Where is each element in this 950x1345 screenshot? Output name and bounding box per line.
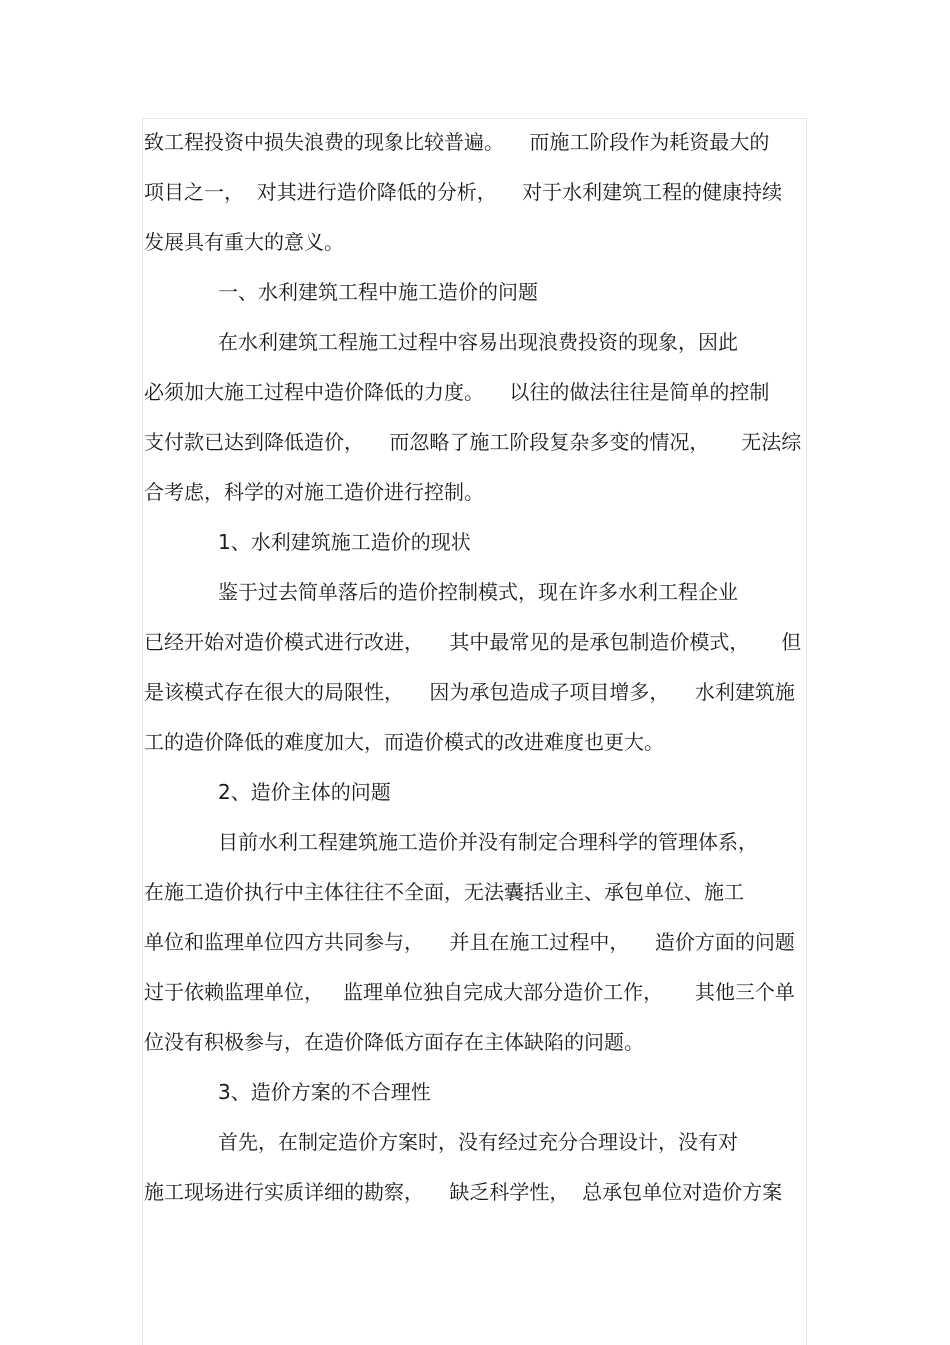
body-text-line: 工的造价降低的难度加大，而造价模式的改进难度也更大。 [144, 730, 664, 754]
subsection-heading: 3、造价方案的不合理性 [218, 1080, 431, 1104]
body-text-line: 发展具有重大的意义。 [144, 230, 344, 254]
body-text-line: 致工程投资中损失浪费的现象比较普遍。 而施工阶段作为耗资最大的 [144, 130, 770, 154]
body-text-line: 合考虑，科学的对施工造价进行控制。 [144, 480, 484, 504]
body-text-line: 项目之一， 对其进行造价降低的分析， 对于水利建筑工程的健康持续 [144, 180, 783, 204]
subsection-heading: 1、水利建筑施工造价的现状 [218, 530, 471, 554]
body-text-line: 单位和监理单位四方共同参与， 并且在施工过程中， 造价方面的问题 [144, 930, 795, 954]
body-text-line: 是该模式存在很大的局限性， 因为承包造成子项目增多， 水利建筑施 [144, 680, 795, 704]
body-text-line: 在水利建筑工程施工过程中容易出现浪费投资的现象，因此 [218, 330, 738, 354]
body-text-line: 已经开始对造价模式进行改进， 其中最常见的是承包制造价模式， 但 [144, 630, 802, 654]
body-text-line: 首先，在制定造价方案时，没有经过充分合理设计，没有对 [218, 1130, 738, 1154]
section-heading: 一、水利建筑工程中施工造价的问题 [218, 280, 538, 304]
subsection-heading: 2、造价主体的问题 [218, 780, 391, 804]
body-text-line: 鉴于过去简单落后的造价控制模式，现在许多水利工程企业 [218, 580, 738, 604]
body-text-line: 过于依赖监理单位， 监理单位独自完成大部分造价工作， 其他三个单 [144, 980, 795, 1004]
body-text-line: 支付款已达到降低造价， 而忽略了施工阶段复杂多变的情况， 无法综 [144, 430, 802, 454]
body-text-line: 目前水利工程建筑施工造价并没有制定合理科学的管理体系， [218, 830, 758, 854]
body-text-line: 施工现场进行实质详细的勘察， 缺乏科学性， 总承包单位对造价方案 [144, 1180, 783, 1204]
body-text-line: 必须加大施工过程中造价降低的力度。 以往的做法往往是简单的控制 [144, 380, 770, 404]
body-text-line: 位没有积极参与，在造价降低方面存在主体缺陷的问题。 [144, 1030, 644, 1054]
body-text-line: 在施工造价执行中主体往往不全面，无法囊括业主、承包单位、施工 [144, 880, 744, 904]
